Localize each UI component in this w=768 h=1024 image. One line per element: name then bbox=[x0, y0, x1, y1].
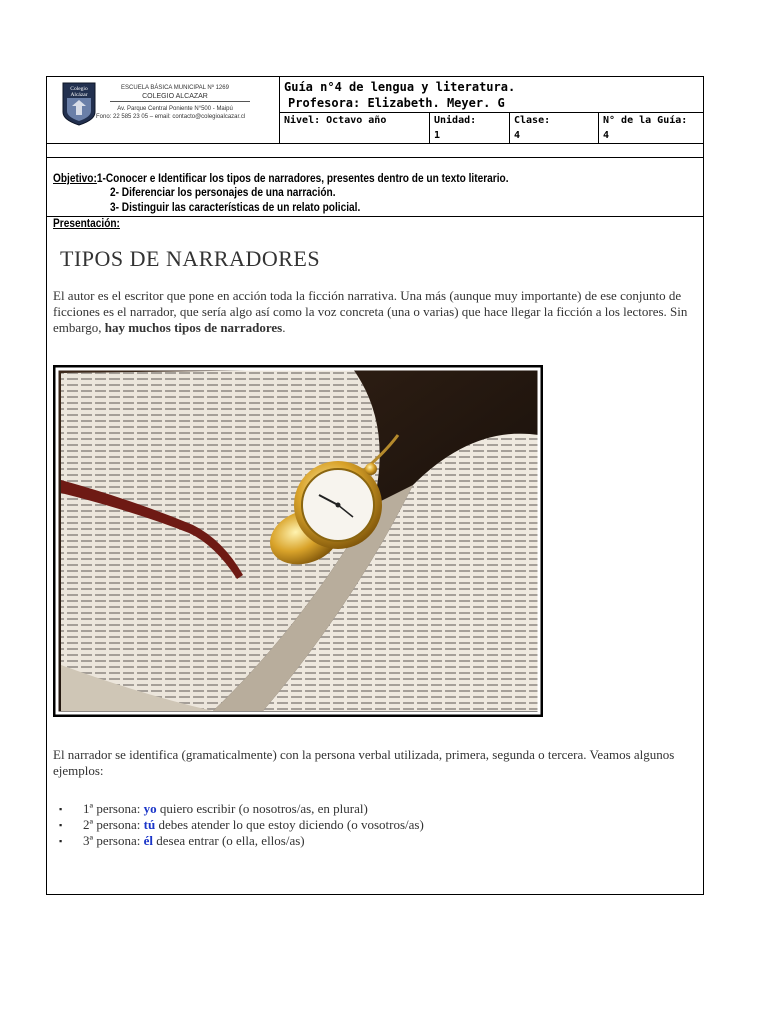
guide-number-label: N° de la Guía: bbox=[603, 115, 688, 126]
header-col-divider-1 bbox=[429, 112, 430, 144]
school-contact: Fono: 22 585 23 05 – email: contacto@colegioalcazar.cl bbox=[96, 114, 246, 120]
svg-text:Alcázar: Alcázar bbox=[70, 92, 88, 98]
objective-label: Objetivo: bbox=[53, 173, 97, 185]
header-bottom-rule bbox=[46, 143, 704, 144]
objective-item-2: 2- Diferenciar los personajes de una narración. bbox=[110, 187, 336, 199]
header-col-divider-2 bbox=[509, 112, 510, 144]
unit-label: Unidad: bbox=[434, 115, 477, 126]
level-label: Nivel: Octavo año bbox=[284, 115, 387, 126]
example-rest: debes atender lo que estoy diciendo (o vosotros/as) bbox=[155, 817, 424, 832]
table-border-left bbox=[46, 76, 47, 895]
example-prefix: 3ª persona: bbox=[83, 833, 144, 848]
header-row-divider bbox=[279, 112, 704, 113]
example-pronoun: tú bbox=[143, 817, 156, 832]
svg-text:Colegio: Colegio bbox=[70, 86, 88, 92]
list-item bbox=[53, 833, 693, 849]
objective-line-1 bbox=[53, 173, 509, 185]
example-pronoun: yo bbox=[143, 801, 157, 816]
objective-bottom-rule bbox=[46, 216, 704, 217]
guide-title: Guía n°4 de lengua y literatura. bbox=[284, 80, 516, 94]
header-divider bbox=[279, 76, 280, 144]
class-value: 4 bbox=[514, 130, 521, 141]
intro-paragraph bbox=[53, 288, 693, 336]
presentation-label: Presentación: bbox=[53, 218, 120, 230]
unit-value: 1 bbox=[434, 130, 441, 141]
spacer-rule bbox=[46, 157, 704, 158]
school-address: Av. Parque Central Poniente N°500 - Maipú bbox=[117, 106, 233, 112]
school-college-name: COLEGIO ALCAZAR bbox=[142, 93, 208, 100]
book-watch-photo bbox=[53, 365, 543, 717]
school-crest-logo bbox=[62, 82, 96, 126]
intro-end: . bbox=[282, 320, 286, 335]
section-title: TIPOS DE NARRADORES bbox=[60, 246, 321, 271]
school-name-line: ESCUELA BÁSICA MUNICIPAL Nº 1269 bbox=[121, 85, 229, 91]
example-rest: desea entrar (o ella, ellos/as) bbox=[153, 833, 305, 848]
example-prefix: 1ª persona: bbox=[83, 801, 144, 816]
intro-text: El autor es el escritor que pone en acción toda la ficción narrativa. Una más (aunque muy importante) de ese conjunto de ficciones es el narrador, que sería algo así como la voz concreta (una o varias) que hace llegar la ficción a los lectores. Sin embargo, bbox=[53, 288, 688, 335]
header-rule bbox=[259, 76, 280, 77]
example-pronoun: él bbox=[143, 833, 154, 848]
intro-emphasis: hay muchos tipos de narradores bbox=[104, 320, 283, 335]
list-item bbox=[53, 817, 693, 833]
example-rest: quiero escribir (o nosotros/as, en plural) bbox=[156, 801, 368, 816]
table-border-top bbox=[46, 76, 704, 77]
header-col-divider-3 bbox=[598, 112, 599, 144]
guide-number-value: 4 bbox=[603, 130, 610, 141]
objective-item-1: 1-Conocer e Identificar los tipos de narradores, presentes dentro de un texto literario. bbox=[96, 173, 509, 185]
narrator-paragraph: El narrador se identifica (gramaticalmente) con la persona verbal utilizada, primera, segunda o tercera. Veamos algunos ejemplos: bbox=[53, 747, 675, 778]
list-item bbox=[53, 801, 693, 817]
school-underline bbox=[110, 101, 250, 102]
class-label: Clase: bbox=[514, 115, 551, 126]
objective-item-3: 3- Distinguir las características de un relato policial. bbox=[110, 202, 361, 214]
table-border-right bbox=[703, 76, 704, 895]
example-prefix: 2ª persona: bbox=[83, 817, 144, 832]
person-examples-list bbox=[53, 801, 693, 849]
table-border-bottom bbox=[46, 894, 704, 895]
teacher-name: Profesora: Elizabeth. Meyer. G bbox=[288, 96, 505, 110]
